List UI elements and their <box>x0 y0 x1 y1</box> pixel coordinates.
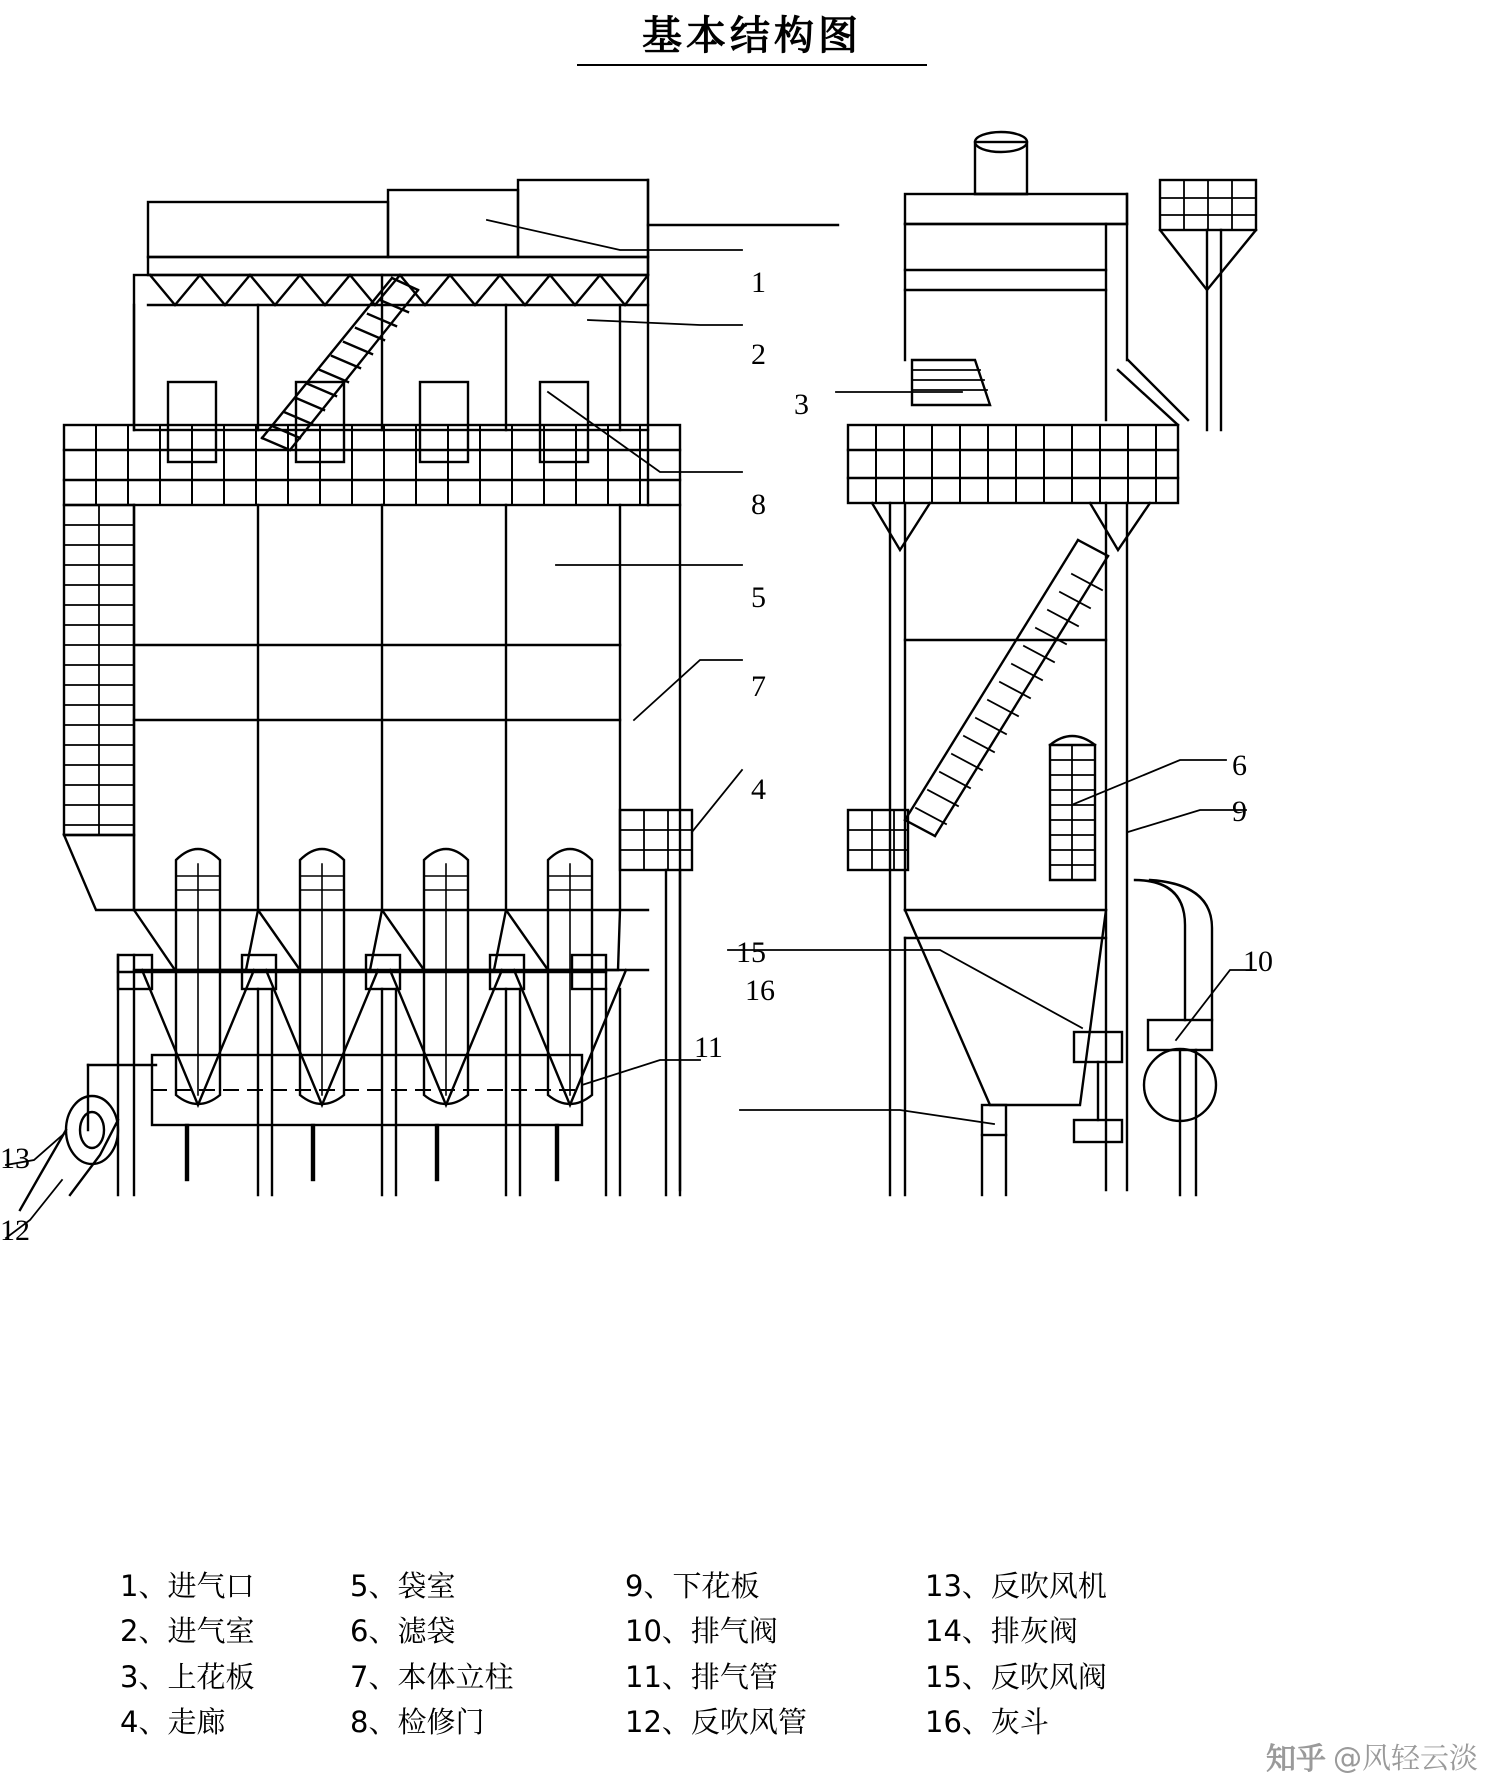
callout-15: 15 <box>736 936 766 969</box>
watermark-username: @风轻云淡 <box>1332 1740 1478 1775</box>
legend-item-13 <box>925 1570 1245 1603</box>
zhihu-logo-icon: 知乎 <box>1265 1742 1326 1777</box>
callout-5: 5 <box>751 581 766 614</box>
legend-label-9: 下花板 <box>672 1569 760 1603</box>
callout-4: 4 <box>751 773 766 806</box>
legend-item-5 <box>350 1570 625 1603</box>
callout-16: 16 <box>745 974 775 1007</box>
legend-label-1: 进气口 <box>167 1569 255 1603</box>
legend-item-12 <box>625 1706 925 1739</box>
callout-7: 7 <box>751 670 766 703</box>
legend-item-1 <box>120 1570 350 1603</box>
legend-num-8: 8、 <box>350 1705 398 1740</box>
legend-label-15: 反吹风阀 <box>990 1659 1107 1694</box>
legend-label-4: 走廊 <box>167 1705 226 1740</box>
technical-drawing <box>0 120 1504 1410</box>
legend-label-6: 滤袋 <box>397 1614 456 1649</box>
legend-label-10: 排气阀 <box>690 1614 778 1649</box>
legend-num-6: 6、 <box>350 1614 398 1649</box>
legend-item-2 <box>120 1615 350 1648</box>
legend-num-11: 11、 <box>625 1659 691 1694</box>
title-underline <box>577 64 927 66</box>
callout-8: 8 <box>751 488 766 521</box>
legend-num-15: 15、 <box>925 1659 991 1694</box>
legend-item-11 <box>625 1661 925 1694</box>
legend-label-3: 上花板 <box>167 1659 255 1694</box>
legend-num-10: 10、 <box>625 1614 691 1649</box>
page-title <box>0 14 1504 66</box>
legend-label-8: 检修门 <box>397 1705 485 1740</box>
legend-item-16 <box>925 1706 1245 1739</box>
callout-2: 2 <box>751 338 766 371</box>
callout-13: 13 <box>0 1142 30 1175</box>
legend-num-12: 12、 <box>625 1705 691 1740</box>
legend-item-3 <box>120 1661 350 1694</box>
watermark <box>1266 1734 1478 1778</box>
legend-label-13: 反吹风机 <box>990 1569 1107 1603</box>
callout-1: 1 <box>751 266 766 299</box>
legend-label-16: 灰斗 <box>990 1705 1049 1740</box>
legend-num-3: 3、 <box>120 1659 168 1694</box>
legend-num-7: 7、 <box>350 1659 398 1694</box>
legend-num-16: 16、 <box>925 1705 991 1740</box>
callout-12: 12 <box>0 1214 30 1247</box>
callout-6: 6 <box>1232 749 1247 782</box>
legend-label-2: 进气室 <box>167 1614 255 1649</box>
legend-num-14: 14、 <box>925 1614 991 1649</box>
legend-label-14: 排灰阀 <box>990 1614 1078 1649</box>
legend-item-7 <box>350 1661 625 1694</box>
legend-item-8 <box>350 1706 625 1739</box>
legend-item-10 <box>625 1615 925 1648</box>
legend-item-9 <box>625 1570 925 1603</box>
legend-num-4: 4、 <box>120 1705 168 1740</box>
page-title-text: 基本结构图 <box>642 13 862 59</box>
callout-3: 3 <box>794 388 809 421</box>
legend-num-13: 13、 <box>925 1569 991 1603</box>
callout-9: 9 <box>1232 795 1247 828</box>
legend-num-9: 9、 <box>625 1569 673 1603</box>
legend-label-7: 本体立柱 <box>397 1659 514 1694</box>
baghouse-filter-drawing <box>0 120 1504 1410</box>
legend-num-2: 2、 <box>120 1614 168 1649</box>
legend-item-15 <box>925 1661 1245 1694</box>
legend-label-11: 排气管 <box>690 1659 778 1694</box>
legend-num-1: 1、 <box>120 1569 168 1603</box>
legend-num-5: 5、 <box>350 1569 398 1603</box>
legend-label-12: 反吹风管 <box>690 1705 807 1740</box>
legend-item-4 <box>120 1706 350 1739</box>
legend <box>120 1570 1410 1739</box>
callout-10: 10 <box>1243 945 1273 978</box>
legend-item-14 <box>925 1615 1245 1648</box>
legend-item-6 <box>350 1615 625 1648</box>
callout-11: 11 <box>694 1031 723 1064</box>
legend-label-5: 袋室 <box>397 1569 456 1603</box>
